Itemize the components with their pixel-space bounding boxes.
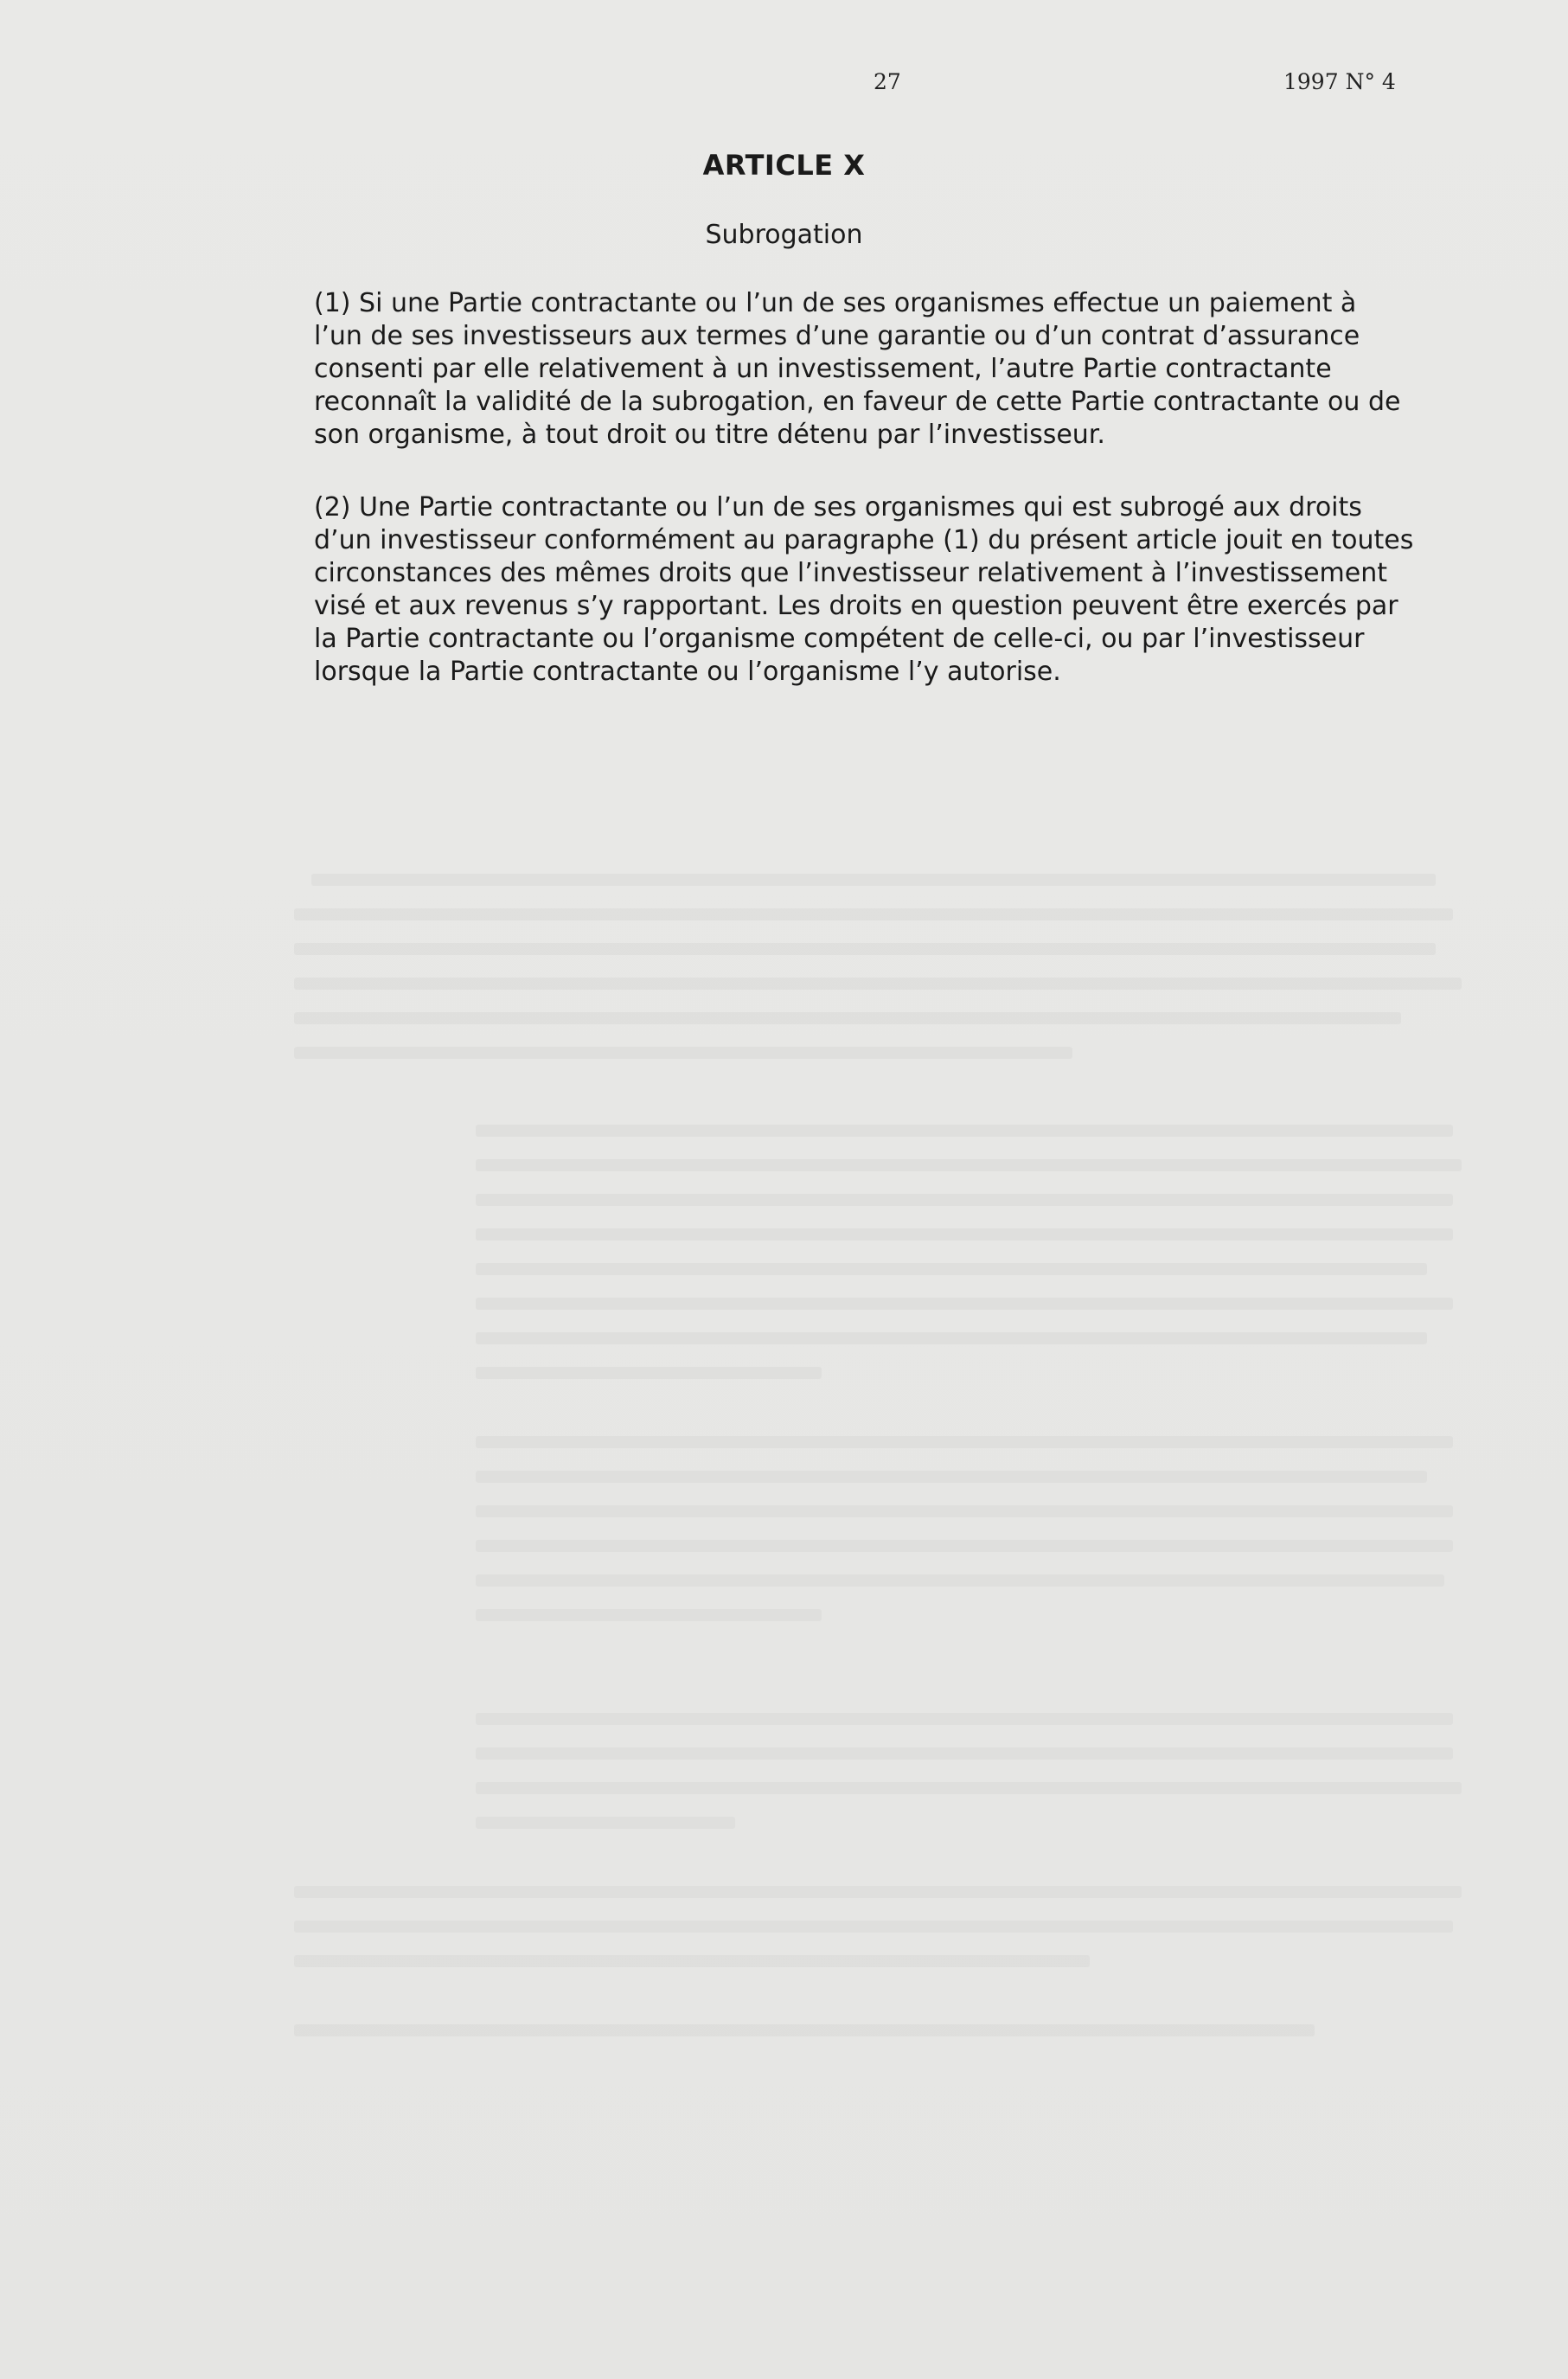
issue-reference: 1997 N° 4	[1283, 69, 1396, 94]
paragraph-line: d’un investisseur conformément au paragraphe (1) du présent article jouit en toutes	[314, 525, 1414, 555]
paragraph-line: la Partie contractante ou l’organisme compétent de celle-ci, ou par l’investisseur	[314, 624, 1365, 654]
paragraph-line: (1) Si une Partie contractante ou l’un de ses organismes effectue un paiement à	[314, 288, 1357, 318]
article-subtitle: Subrogation	[705, 220, 863, 250]
paragraph-line: l’un de ses investisseurs aux termes d’une garantie ou d’un contrat d’assurance	[314, 321, 1360, 351]
paragraph-line: (2) Une Partie contractante ou l’un de ses organismes qui est subrogé aux droits	[314, 492, 1362, 523]
paragraph-2	[314, 491, 1473, 689]
paragraph-line: circonstances des mêmes droits que l’investisseur relativement à l’investissement	[314, 558, 1388, 588]
paragraph-line: son organisme, à tout droit ou titre détenu par l’investisseur.	[314, 420, 1105, 450]
paragraph-line: reconnaît la validité de la subrogation, en faveur de cette Partie contractante ou de	[314, 387, 1401, 417]
article-title: ARTICLE X	[702, 149, 866, 182]
paragraph-1	[314, 287, 1473, 452]
paragraph-line: lorsque la Partie contractante ou l’organisme l’y autorise.	[314, 657, 1061, 687]
paragraph-line: consenti par elle relativement à un investissement, l’autre Partie contractante	[314, 354, 1332, 384]
page-number: 27	[874, 69, 901, 94]
paragraph-line: visé et aux revenus s’y rapportant. Les droits en question peuvent être exercés par	[314, 591, 1398, 621]
